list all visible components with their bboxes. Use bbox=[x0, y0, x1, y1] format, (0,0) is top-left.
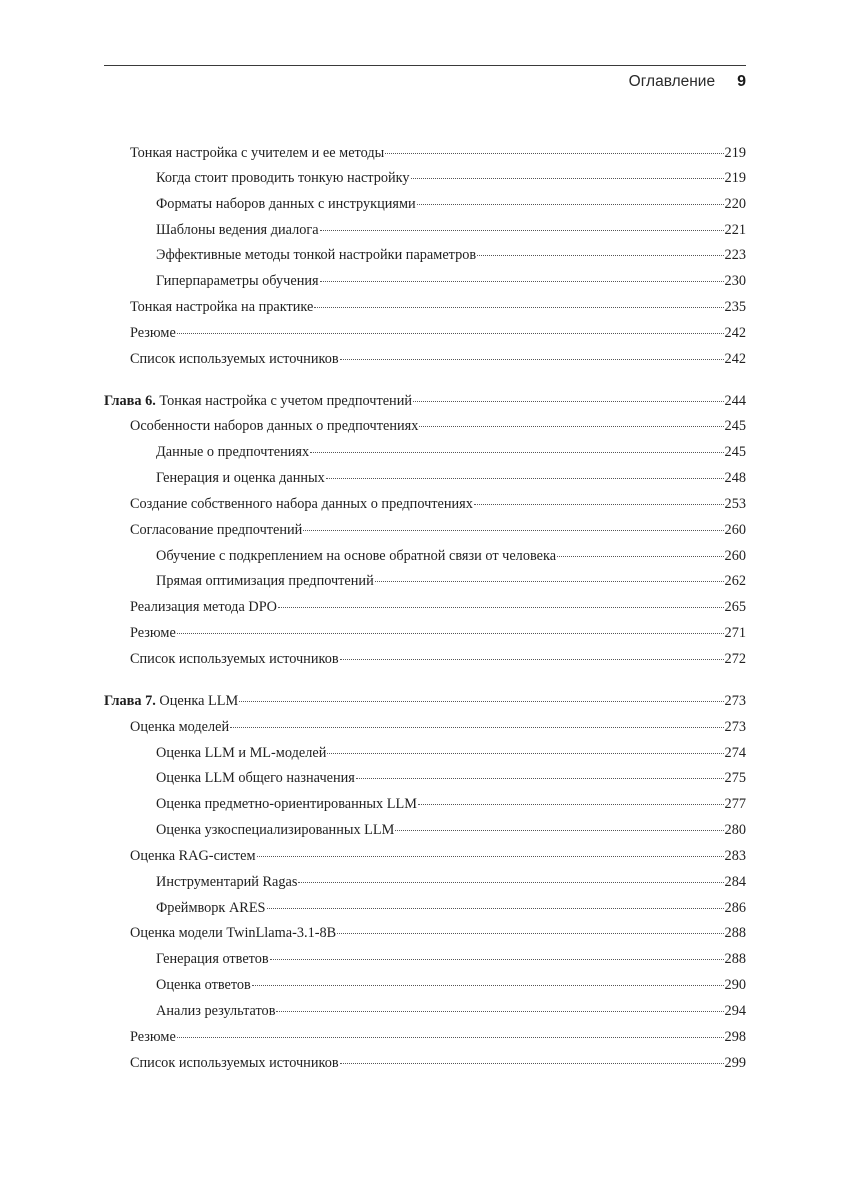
toc-entry-title bbox=[156, 794, 417, 814]
toc-entry-text: Оценка предметно-ориентированных LLM bbox=[156, 796, 417, 812]
toc-entry-title bbox=[156, 271, 319, 291]
toc-entry-text: Прямая оптимизация предпочтений bbox=[156, 573, 374, 589]
toc-entry[interactable] bbox=[104, 1027, 746, 1047]
dot-leader bbox=[239, 701, 723, 702]
toc-entry-title bbox=[130, 597, 277, 617]
toc-entry-page: 245 bbox=[724, 418, 746, 434]
dot-leader bbox=[320, 230, 724, 231]
toc-entry[interactable] bbox=[104, 416, 746, 436]
toc-entry-title bbox=[130, 143, 384, 163]
dot-leader bbox=[267, 908, 724, 909]
toc-entry[interactable] bbox=[104, 323, 746, 343]
toc-entry-page: 280 bbox=[724, 822, 746, 838]
toc-entry[interactable] bbox=[104, 717, 746, 737]
toc-entry-title bbox=[104, 391, 412, 411]
toc-entry-text: Инструментарий Ragas bbox=[156, 874, 298, 890]
toc-entry-page: 272 bbox=[724, 651, 746, 667]
toc-entry-text: Фреймворк ARES bbox=[156, 900, 266, 916]
header-rule bbox=[104, 65, 746, 66]
toc-entry[interactable] bbox=[104, 220, 746, 240]
toc-entry[interactable] bbox=[104, 391, 746, 411]
toc-entry-title bbox=[156, 245, 476, 265]
toc-entry-text: Эффективные методы тонкой настройки параметров bbox=[156, 247, 477, 263]
toc-entry-title bbox=[156, 820, 394, 840]
dot-leader bbox=[419, 426, 723, 427]
dot-leader bbox=[276, 1011, 723, 1012]
toc-entry-title bbox=[156, 220, 319, 240]
dot-leader bbox=[395, 830, 723, 831]
toc-entry[interactable] bbox=[104, 597, 746, 617]
toc-entry-text: Оценка LLM bbox=[159, 693, 239, 709]
toc-entry[interactable] bbox=[104, 975, 746, 995]
dot-leader bbox=[270, 959, 724, 960]
toc-entry-page: 260 bbox=[724, 522, 746, 538]
dot-leader bbox=[327, 753, 723, 754]
dot-leader bbox=[557, 556, 723, 557]
toc-entry-title bbox=[130, 520, 302, 540]
dot-leader bbox=[310, 452, 723, 453]
toc-entry-title bbox=[130, 923, 336, 943]
toc-entry-title bbox=[156, 168, 410, 188]
toc-entry-page: 219 bbox=[724, 170, 746, 186]
toc-entry-title bbox=[156, 975, 251, 995]
toc-entry[interactable] bbox=[104, 768, 746, 788]
toc-entry[interactable] bbox=[104, 898, 746, 918]
toc-entry-page: 253 bbox=[724, 496, 746, 512]
toc-entry[interactable] bbox=[104, 820, 746, 840]
toc-entry-text: Оценка моделей bbox=[130, 719, 230, 735]
toc-entry-page: 235 bbox=[724, 299, 746, 315]
toc-entry[interactable] bbox=[104, 194, 746, 214]
toc-entry-text: Создание собственного набора данных о предпочтениях bbox=[130, 496, 473, 512]
toc-entry-text: Тонкая настройка на практике bbox=[130, 299, 314, 315]
dot-leader bbox=[252, 985, 724, 986]
toc-entry-text: Тонкая настройка с учетом предпочтений bbox=[159, 393, 413, 409]
toc-entry-text: Шаблоны ведения диалога bbox=[156, 222, 319, 238]
toc-entry[interactable] bbox=[104, 494, 746, 514]
toc-entry-title bbox=[130, 416, 418, 436]
toc-entry-page: 273 bbox=[724, 719, 746, 735]
toc-entry-page: 223 bbox=[724, 247, 746, 263]
toc-entry[interactable] bbox=[104, 349, 746, 369]
toc-entry-text: Оценка LLM и ML-моделей bbox=[156, 745, 327, 761]
toc-entry-title bbox=[130, 846, 256, 866]
toc-entry-text: Оценка узкоспециализированных LLM bbox=[156, 822, 395, 838]
chapter-number: Глава 7. bbox=[104, 693, 156, 709]
toc-entry-page: 219 bbox=[724, 145, 746, 161]
toc-entry-title bbox=[130, 349, 339, 369]
toc-entry-text: Резюме bbox=[130, 625, 176, 641]
toc-entry-text: Резюме bbox=[130, 325, 176, 341]
toc-entry-page: 274 bbox=[724, 745, 746, 761]
toc-entry-text: Оценка LLM общего назначения bbox=[156, 770, 355, 786]
dot-leader bbox=[326, 478, 724, 479]
toc-entry-text: Реализация метода DPO bbox=[130, 599, 277, 615]
toc-entry-title bbox=[130, 494, 473, 514]
toc-entry[interactable] bbox=[104, 297, 746, 317]
toc-entry-title bbox=[130, 297, 313, 317]
toc-entry-title bbox=[130, 717, 229, 737]
toc-entry-page: 248 bbox=[724, 470, 746, 486]
dot-leader bbox=[320, 281, 724, 282]
toc-entry-page: 273 bbox=[724, 693, 746, 709]
toc-entry-title bbox=[156, 442, 309, 462]
toc-entry-text: Список используемых источников bbox=[130, 351, 339, 367]
dot-leader bbox=[340, 359, 724, 360]
toc-entry[interactable] bbox=[104, 520, 746, 540]
dot-leader bbox=[177, 333, 724, 334]
toc-entry-text: Генерация ответов bbox=[156, 951, 269, 967]
toc-entry-title bbox=[156, 872, 297, 892]
toc-entry-text: Анализ результатов bbox=[156, 1003, 276, 1019]
dot-leader bbox=[375, 581, 724, 582]
toc-entry-page: 242 bbox=[724, 325, 746, 341]
dot-leader bbox=[177, 1037, 724, 1038]
toc-entry-page: 275 bbox=[724, 770, 746, 786]
toc-entry[interactable] bbox=[104, 743, 746, 763]
toc-entry[interactable] bbox=[104, 468, 746, 488]
dot-leader bbox=[340, 659, 724, 660]
toc-entry[interactable] bbox=[104, 623, 746, 643]
toc-entry-page: 265 bbox=[724, 599, 746, 615]
toc-entry-page: 298 bbox=[724, 1029, 746, 1045]
toc-entry-text: Список используемых источников bbox=[130, 1055, 339, 1071]
toc-entry-title bbox=[156, 949, 269, 969]
toc-entry-title bbox=[130, 623, 176, 643]
toc-entry-title bbox=[130, 323, 176, 343]
toc-entry[interactable] bbox=[104, 143, 746, 163]
toc-entry-page: 244 bbox=[724, 393, 746, 409]
toc-entry-text: Форматы наборов данных с инструкциями bbox=[156, 196, 416, 212]
toc-entry[interactable] bbox=[104, 691, 746, 711]
dot-leader bbox=[417, 204, 724, 205]
toc-entry-page: 262 bbox=[724, 573, 746, 589]
toc-entry-text: Оценка ответов bbox=[156, 977, 251, 993]
toc-entry[interactable] bbox=[104, 846, 746, 866]
toc-entry[interactable] bbox=[104, 949, 746, 969]
dot-leader bbox=[303, 530, 723, 531]
toc-entry-page: 283 bbox=[724, 848, 746, 864]
toc-entry[interactable] bbox=[104, 271, 746, 291]
dot-leader bbox=[356, 778, 724, 779]
toc-entry-title bbox=[156, 546, 556, 566]
toc-entry-title bbox=[156, 468, 325, 488]
toc-entry-page: 271 bbox=[724, 625, 746, 641]
toc-entry-page: 286 bbox=[724, 900, 746, 916]
toc-entry-page: 277 bbox=[724, 796, 746, 812]
toc-entry-text: Список используемых источников bbox=[130, 651, 339, 667]
dot-leader bbox=[474, 504, 724, 505]
toc-entry-title bbox=[156, 768, 355, 788]
toc-entry-title bbox=[130, 649, 339, 669]
toc-entry-title bbox=[156, 898, 266, 918]
toc-entry-page: 288 bbox=[724, 925, 746, 941]
toc-entry-page: 260 bbox=[724, 548, 746, 564]
toc-entry-page: 220 bbox=[724, 196, 746, 212]
toc-entry-page: 242 bbox=[724, 351, 746, 367]
dot-leader bbox=[230, 727, 723, 728]
dot-leader bbox=[278, 607, 724, 608]
toc-entry[interactable] bbox=[104, 923, 746, 943]
dot-leader bbox=[177, 633, 724, 634]
dot-leader bbox=[314, 307, 723, 308]
dot-leader bbox=[385, 153, 723, 154]
toc-entry-page: 284 bbox=[724, 874, 746, 890]
toc-entry-text: Особенности наборов данных о предпочтениях bbox=[130, 418, 419, 434]
toc-entry-page: 221 bbox=[724, 222, 746, 238]
dot-leader bbox=[477, 255, 723, 256]
toc-entry-text: Резюме bbox=[130, 1029, 176, 1045]
toc-entry-title bbox=[156, 194, 416, 214]
toc-entry-text: Когда стоит проводить тонкую настройку bbox=[156, 170, 410, 186]
toc-entry-page: 288 bbox=[724, 951, 746, 967]
toc-entry-title bbox=[156, 1001, 275, 1021]
toc-entry[interactable] bbox=[104, 546, 746, 566]
toc-entry-title bbox=[130, 1053, 339, 1073]
dot-leader bbox=[257, 856, 724, 857]
toc-entry[interactable] bbox=[104, 1001, 746, 1021]
toc-entry-text: Оценка модели TwinLlama-3.1-8B bbox=[130, 925, 337, 941]
toc-entry-title bbox=[156, 571, 374, 591]
toc-entry[interactable] bbox=[104, 168, 746, 188]
toc-entry-text: Согласование предпочтений bbox=[130, 522, 303, 538]
page-number: 9 bbox=[737, 73, 746, 90]
toc-entry-text: Генерация и оценка данных bbox=[156, 470, 325, 486]
toc-entry-text: Оценка RAG-систем bbox=[130, 848, 256, 864]
dot-leader bbox=[413, 401, 724, 402]
dot-leader bbox=[418, 804, 724, 805]
toc-entry-page: 245 bbox=[724, 444, 746, 460]
toc-entry-text: Обучение с подкреплением на основе обратной связи от человека bbox=[156, 548, 557, 564]
toc-entry-text: Гиперпараметры обучения bbox=[156, 273, 319, 289]
running-head-title: Оглавление bbox=[628, 73, 716, 90]
toc-entry[interactable] bbox=[104, 649, 746, 669]
dot-leader bbox=[340, 1063, 724, 1064]
running-head bbox=[104, 71, 746, 93]
toc-entry[interactable] bbox=[104, 872, 746, 892]
toc-entry-text: Тонкая настройка с учителем и ее методы bbox=[130, 145, 385, 161]
toc-entry[interactable] bbox=[104, 1053, 746, 1073]
chapter-number: Глава 6. bbox=[104, 393, 156, 409]
toc-entry-title bbox=[104, 691, 238, 711]
toc-entry-text: Данные о предпочтениях bbox=[156, 444, 310, 460]
toc-entry-title bbox=[130, 1027, 176, 1047]
toc-entry[interactable] bbox=[104, 794, 746, 814]
toc-entry-page: 290 bbox=[724, 977, 746, 993]
toc-entry[interactable] bbox=[104, 245, 746, 265]
toc-entry-title bbox=[156, 743, 326, 763]
toc-entry-page: 294 bbox=[724, 1003, 746, 1019]
dot-leader bbox=[337, 933, 723, 934]
dot-leader bbox=[298, 882, 723, 883]
toc-entry-page: 299 bbox=[724, 1055, 746, 1071]
toc-entry[interactable] bbox=[104, 442, 746, 462]
dot-leader bbox=[411, 178, 724, 179]
toc-entry-page: 230 bbox=[724, 273, 746, 289]
toc-entry[interactable] bbox=[104, 571, 746, 591]
